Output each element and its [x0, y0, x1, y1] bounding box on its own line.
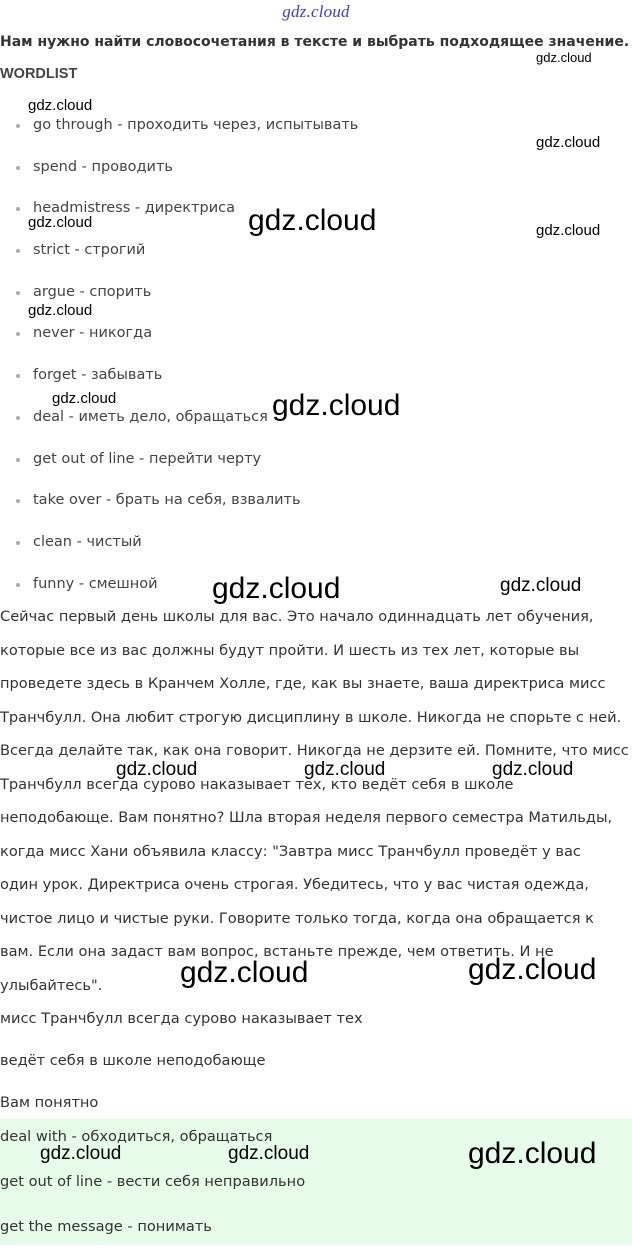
- wordlist-item: take over - брать на себя, взвалить: [0, 480, 632, 522]
- wordlist-item: spend - проводить: [0, 147, 632, 189]
- answer-row: deal with - обходиться, обращаться: [0, 1128, 273, 1145]
- passage-line: Транчбулл. Она любит строгую дисциплину в школе. Никогда не спорьте с ней.: [0, 708, 622, 726]
- answer-row: get out of line - вести себя неправильно: [0, 1173, 306, 1190]
- wordlist-title: WORDLIST: [0, 66, 78, 82]
- watermark: gdz.cloud: [500, 575, 582, 596]
- wordlist-item: deal - иметь дело, обращаться: [0, 397, 632, 439]
- phrase: ведёт себя в школе неподобающе: [0, 1052, 266, 1069]
- passage-line: когда мисс Хани объявила классу: "Завтра мисс Транчбулл проведёт у вас: [0, 842, 581, 860]
- watermark: gdz.cloud: [248, 204, 377, 237]
- wordlist-item: strict - строгий: [0, 230, 632, 272]
- watermark: gdz.cloud: [40, 1143, 122, 1164]
- watermark: gdz.cloud: [228, 1143, 310, 1164]
- watermark: gdz.cloud: [52, 390, 117, 407]
- passage-line: неподобающе. Вам понятно? Шла вторая неделя первого семестра Матильды,: [0, 809, 613, 826]
- phrase: мисс Транчбулл всегда сурово наказывает тех: [0, 1010, 363, 1027]
- found-phrases: [0, 1003, 632, 1129]
- watermark: gdz.cloud: [304, 759, 386, 780]
- passage-line: Всегда делайте так, как она говорит. Никогда не дерзите ей. Помните, что мисс: [0, 742, 629, 759]
- passage-line: Сейчас первый день школы для вас. Это начало одиннадцать лет обучения,: [0, 608, 594, 625]
- watermark: gdz.cloud: [28, 214, 93, 231]
- watermark: gdz.cloud: [536, 134, 601, 151]
- watermark: gdz.cloud: [28, 97, 93, 114]
- wordlist-item: clean - чистый: [0, 522, 632, 564]
- watermark: gdz.cloud: [468, 953, 597, 986]
- phrase: Вам понятно: [0, 1094, 99, 1111]
- passage-line: улыбайтесь".: [0, 976, 103, 994]
- wordlist: [0, 105, 632, 605]
- watermark: gdz.cloud: [536, 50, 592, 65]
- site-logo[interactable]: gdz.cloud: [282, 2, 350, 21]
- passage-line: проведете здесь в Кранчем Холле, где, как вы знаете, ваша директриса мисс: [0, 675, 606, 692]
- wordlist-item: get out of line - перейти черту: [0, 439, 632, 481]
- task-instruction: Нам нужно найти словосочетания в тексте и выбрать подходящее значение.: [0, 34, 630, 50]
- watermark: gdz.cloud: [212, 572, 341, 605]
- watermark: gdz.cloud: [468, 1137, 597, 1170]
- wordlist-item: never - никогда: [0, 313, 632, 355]
- passage-line: которые все из вас должны будут пройти. И шесть из тех лет, которые вы: [0, 641, 580, 659]
- watermark: gdz.cloud: [180, 956, 309, 989]
- passage-line: вам. Если она задаст вам вопрос, встаньте прежде, чем ответить. И не: [0, 943, 554, 960]
- passage-line: чистое лицо и чистые руки. Говорите только тогда, когда она обращается к: [0, 909, 594, 927]
- translated-passage: [0, 600, 632, 1002]
- watermark: gdz.cloud: [536, 222, 601, 239]
- wordlist-item: forget - забывать: [0, 355, 632, 397]
- wordlist-item: argue - спорить: [0, 272, 632, 314]
- watermark: gdz.cloud: [492, 759, 574, 780]
- answer-box: [0, 1119, 632, 1245]
- answer-row: get the message - понимать: [0, 1218, 212, 1235]
- passage-line: Транчбулл всегда сурово наказывает тех, кто ведёт себя в школе: [0, 775, 514, 793]
- watermark: gdz.cloud: [28, 302, 93, 319]
- watermark: gdz.cloud: [116, 759, 198, 780]
- wordlist-item: funny - смешной: [0, 564, 632, 606]
- wordlist-item: go through - проходить через, испытывать: [0, 105, 632, 147]
- passage-line: один урок. Директриса очень строгая. Убедитесь, что у вас чистая одежда,: [0, 876, 589, 893]
- watermark: gdz.cloud: [272, 389, 401, 422]
- wordlist-item: headmistress - директриса: [0, 188, 632, 230]
